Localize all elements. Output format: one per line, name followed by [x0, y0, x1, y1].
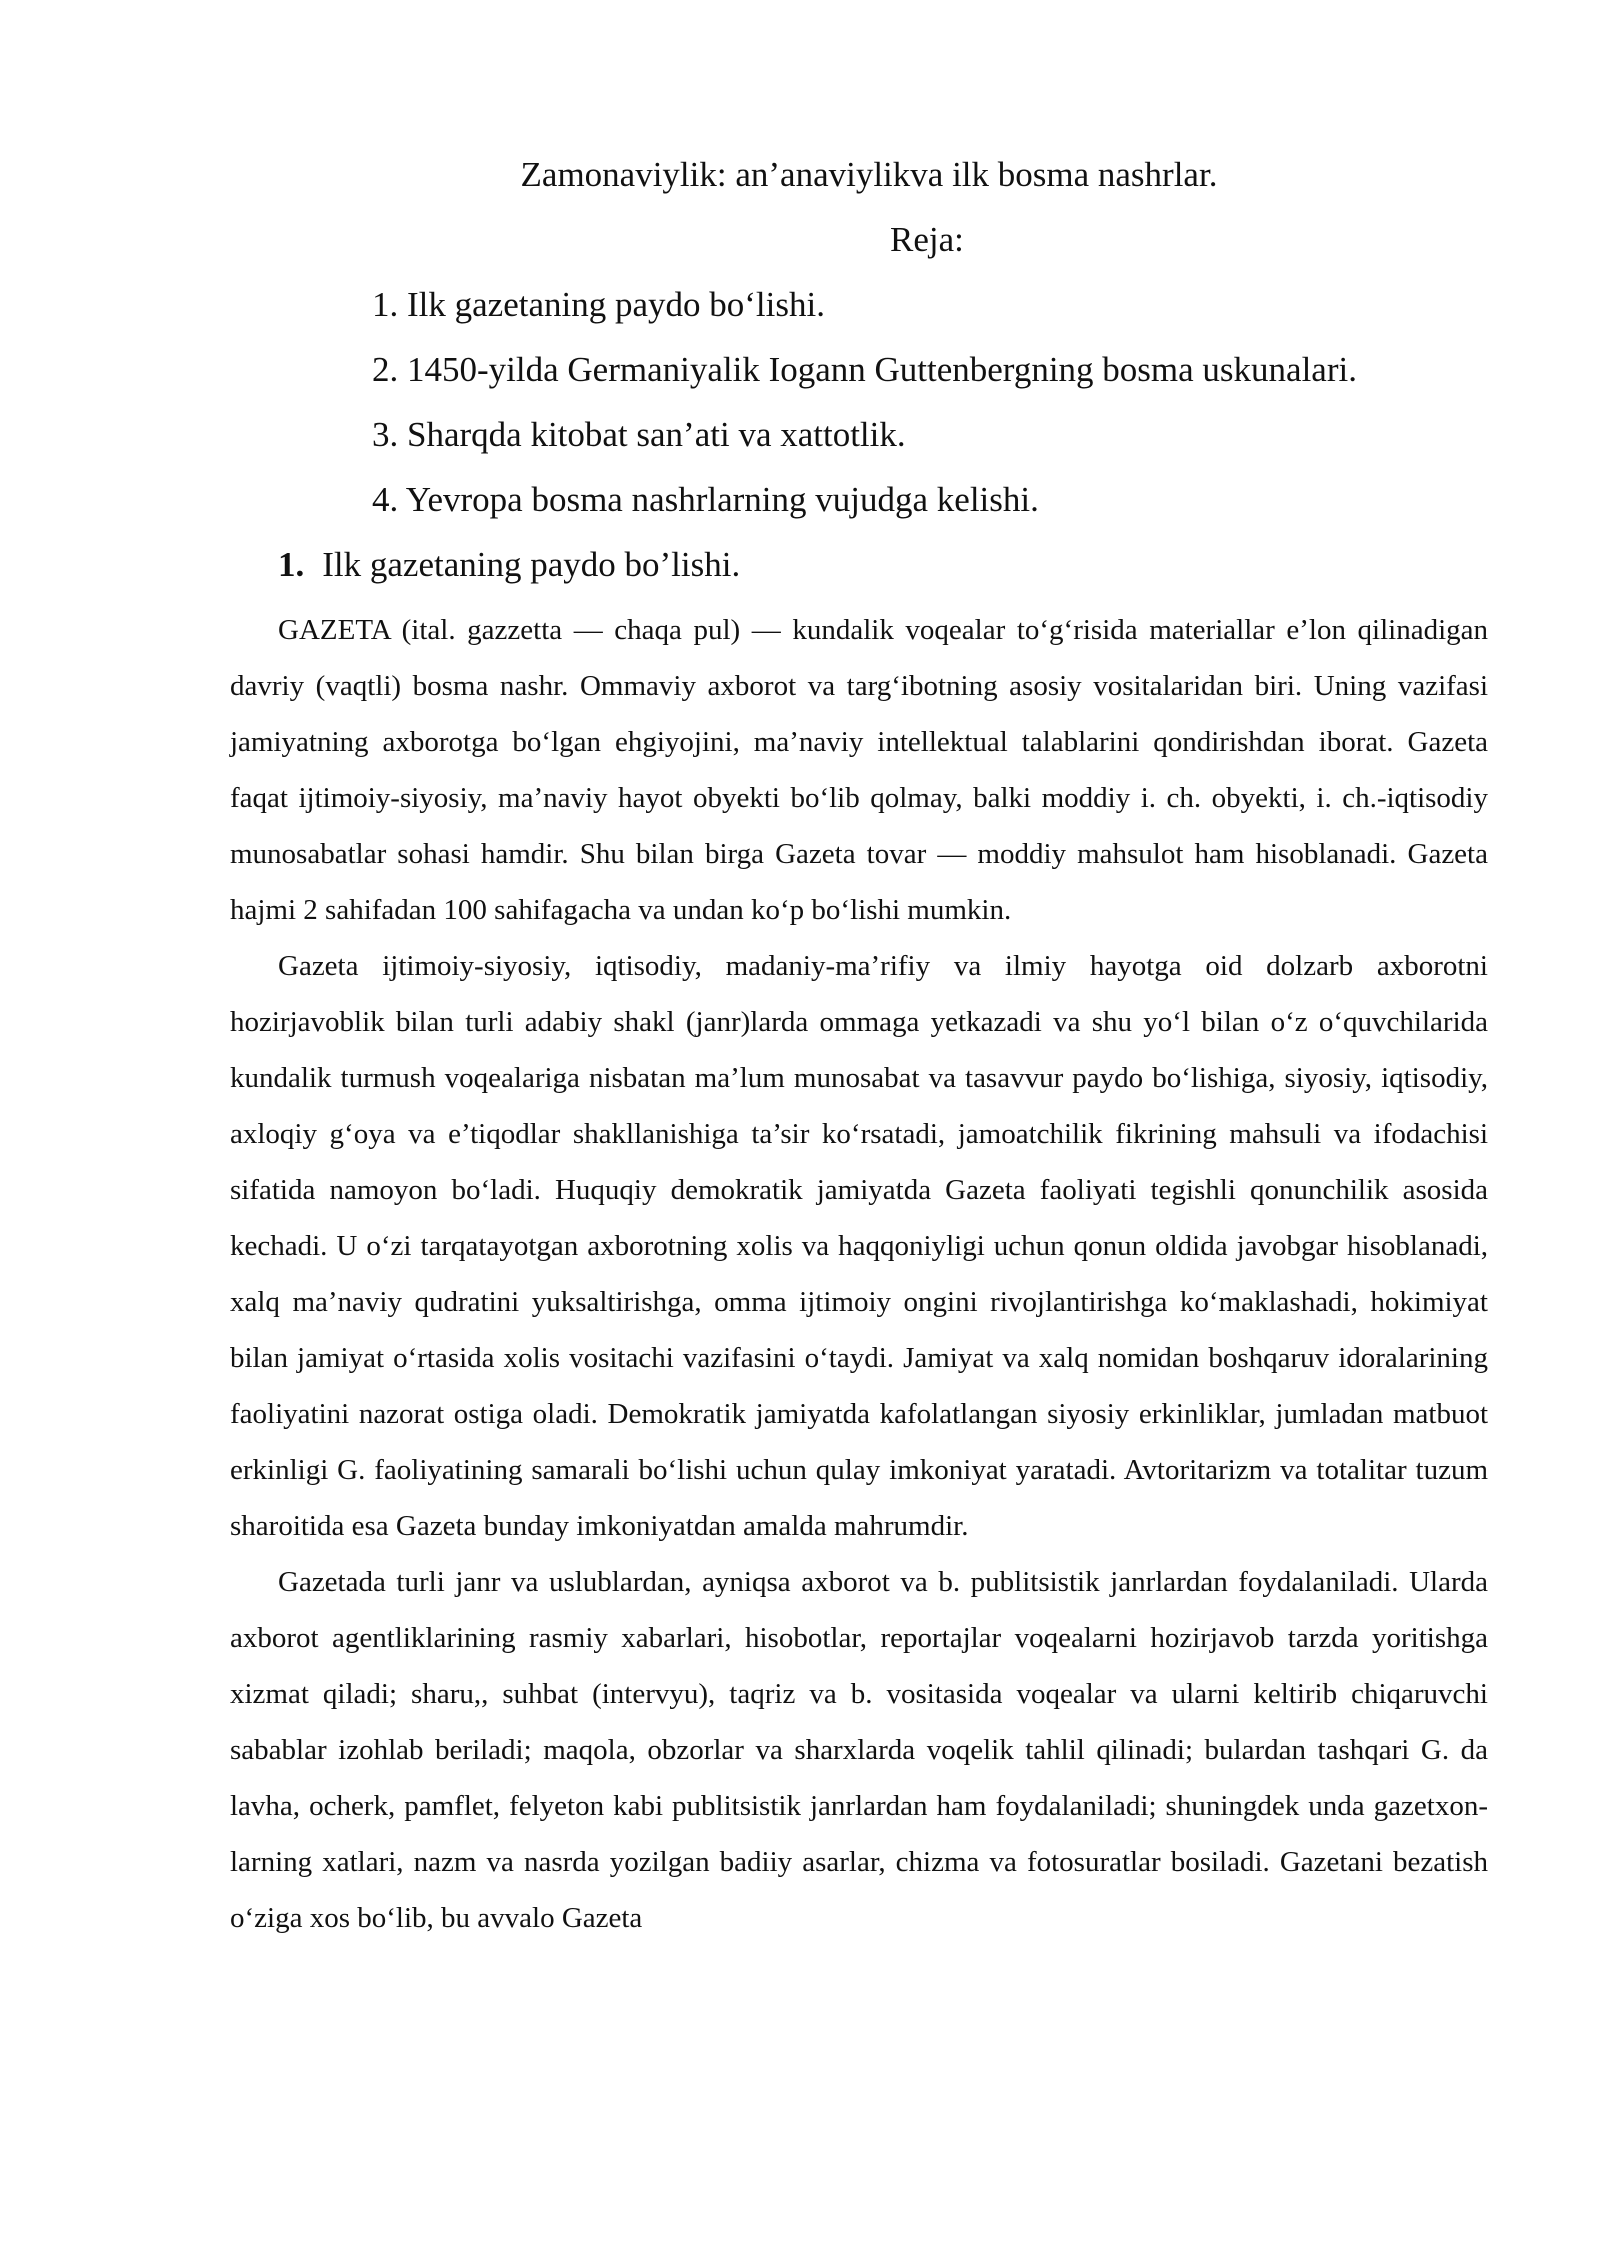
plan-item: 3. Sharqda kitobat san’ati va xattotlik. — [372, 415, 906, 454]
plan-heading: Reja: — [890, 220, 964, 259]
paragraph: Gazeta ijtimoiy-siyosiy, iqtisodiy, madaniy-ma’rifiy va ilmiy hayotga oid dolzarb axborotni hozirjavoblik bilan turli adabiy shakl (janr)larda ommaga yetkazadi va shu yo‘l bilan o‘z o‘quvchilarida kundalik turmush voqealariga nisbatan ma’lum munosabat va tasavvur paydo bo‘lishiga, siyosiy, iqtisodiy, axloqiy g‘oya va e’tiqodlar shakllanishiga ta’sir ko‘rsatadi, jamoatchilik fikrining mahsuli va ifodachisi sifatida namoyon bo‘ladi. Huquqiy demokratik jamiyatda Gazeta faoliyati tegishli qonunchilik asosida kechadi. U o‘zi tarqatayotgan axborotning xolis va haqqoniyligi uchun qonun oldida javobgar hisoblanadi, xalq ma’naviy qudratini yuksaltirishga, omma ijtimoiy ongini rivojlantirishga ko‘maklashadi, hokimiyat bilan jamiyat o‘rtasida xolis vositachi vazifasini o‘taydi. Jamiyat va xalq nomidan boshqaruv idoralarining faoliyatini nazorat ostiga oladi. Demokratik jamiyatda kafolatlangan siyosiy erkinliklar, jumladan matbuot erkinligi G. faoliyatining samarali bo‘lishi uchun qulay imkoniyat yaratadi. Avtoritarizm va totalitar tuzum sharoitida esa Gazeta bunday imkoniyatdan amalda mahrumdir. — [230, 950, 1488, 1542]
section-number: 1. — [278, 545, 305, 584]
document-title: Zamonaviylik: an’anaviylikva ilk bosma nashrlar. — [520, 155, 1218, 194]
plan-list — [372, 280, 1357, 540]
section-title: Ilk gazetaning paydo bo’lishi. — [322, 545, 741, 584]
paragraph: Gazetada turli janr va uslublardan, ayniqsa axborot va b. publitsistik janrlardan foydalaniladi. Ularda axborot agentliklarining rasmiy xabarlari, hisobotlar, reportajlar voqealarni hozirjavob tarzda yoritishga xizmat qiladi; sharu,, suhbat (intervyu), taqriz va b. vositasida voqealar va ularni keltirib chiqaruvchi sabablar izohlab beriladi; maqola, obzorlar va sharxlarda voqelik tahlil qilinadi; bulardan tashqari G. da lavha, ocherk, pamflet, felyeton kabi publitsistik janrlardan ham foydalaniladi; shuningdek unda gazetxon-larning xatlari, nazm va nasrda yozilgan badiiy asarlar, chizma va fotosuratlar bosiladi. Gazetani bezatish o‘ziga xos bo‘lib, bu avvalo Gazeta — [230, 1566, 1488, 1934]
body-text — [230, 602, 1488, 1946]
paragraph: GAZETA (ital. gazzetta — chaqa pul) — kundalik voqealar to‘g‘risida materiallar e’lon qilinadigan davriy (vaqtli) bosma nashr. Ommaviy axborot va targ‘ibotning asosiy vositalaridan biri. Uning vazifasi jamiyatning axborotga bo‘lgan ehgiyojini, ma’naviy intellektual talablarini qondirishdan iborat. Gazeta faqat ijtimoiy-siyosiy, ma’naviy hayot obyekti bo‘lib qolmay, balki moddiy i. ch. obyekti, i. ch.-iqtisodiy munosabatlar sohasi hamdir. Shu bilan birga Gazeta tovar — moddiy mahsulot ham hisoblanadi. Gazeta hajmi 2 sahifadan 100 sahifagacha va undan ko‘p bo‘lishi mumkin. — [230, 614, 1488, 926]
plan-item: 4. Yevropa bosma nashrlarning vujudga kelishi. — [372, 480, 1039, 519]
section-heading — [278, 540, 740, 590]
plan-item: 2. 1450-yilda Germaniyalik Iogann Guttenbergning bosma uskunalari. — [372, 350, 1357, 389]
plan-item: 1. Ilk gazetaning paydo bo‘lishi. — [372, 285, 825, 324]
